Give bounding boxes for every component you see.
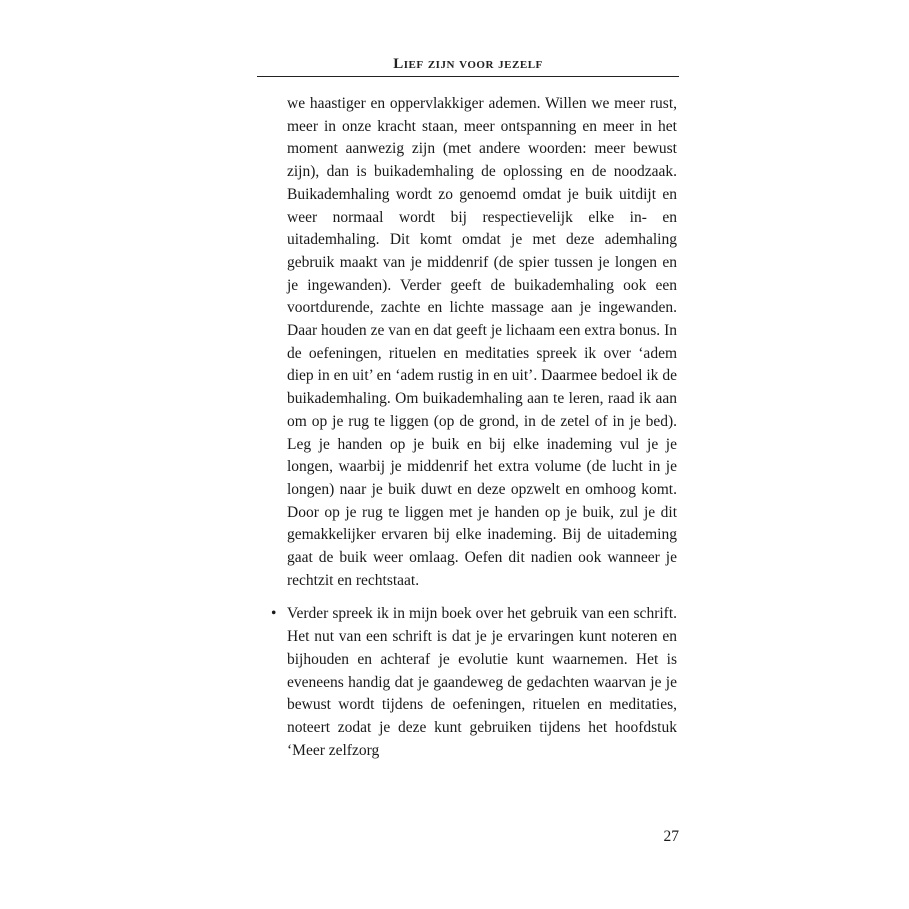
body-text	[271, 93, 677, 762]
bullet-paragraph: Verder spreek ik in mijn boek over het gebruik van een schrift. Het nut van een schrift is dat je je ervaringen kunt noteren en bijhouden en achteraf je evolutie kunt waarnemen. Het is eveneens handig dat je gaandeweg de gedachten waarvan je je bewust wordt tijdens de oefeningen, rituelen en meditaties, noteert zodat je deze kunt gebruiken tijdens het hoofdstuk ‘Meer zelfzorg	[287, 605, 677, 759]
running-header-title: Lief zijn voor jezelf	[393, 56, 543, 72]
header-rule	[257, 76, 679, 77]
bullet-icon: •	[271, 605, 277, 623]
bullet-list-item	[271, 603, 677, 762]
paragraph: we haastiger en oppervlakkiger ademen. Willen we meer rust, meer in onze kracht staan, meer ontspanning en meer in het moment aanwezig zijn (met andere woorden: meer bewust zijn), dan is buikademhaling de oplossing en de noodzaak. Buikademhaling wordt zo genoemd omdat je buik uitdijt en weer normaal wordt bij respectievelijk elke in- en uitademhaling. Dit komt omdat je met deze ademhaling gebruik maakt van je middenrif (de spier tussen je longen en je ingewanden). Verder geeft de buikademhaling ook een voortdurende, zachte en lichte massage aan je ingewanden. Daar houden ze van en dat geeft je lichaam een extra bonus. In de oefeningen, rituelen en meditaties spreek ik over ‘adem diep in en uit’ en ‘adem rustig in en uit’. Daarmee bedoel ik de buikademhaling. Om buikademhaling aan te leren, raad ik aan om op je rug te liggen (op de grond, in de zetel of in je bed). Leg je handen op je buik en bij elke inademing vul je je longen, waarbij je middenrif het extra volume (de lucht in je longen) naar je buik duwt en deze opzwelt en omhoog komt. Door op je rug te liggen met je handen op je buik, zul je dit gemakkelijker ervaren bij elke inademing. Bij de uitademing gaat de buik weer omlaag. Oefen dit nadien ook wanneer je rechtzit en rechtstaat.	[287, 95, 677, 589]
page-number: 27	[663, 828, 679, 845]
